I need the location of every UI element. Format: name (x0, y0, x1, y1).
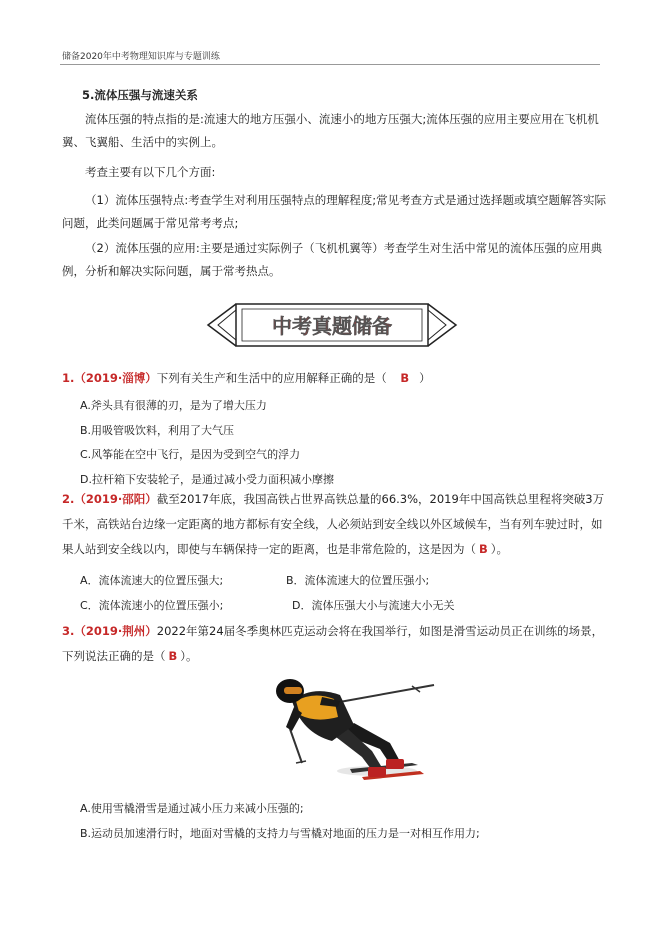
question-1-stem: 下列有关生产和生活中的应用解释正确的是（ (156, 371, 387, 385)
question-3 (62, 619, 610, 669)
question-2 (62, 487, 610, 562)
question-2-close: ）。 (490, 542, 509, 556)
question-1-answer: B (400, 371, 410, 385)
skier-illustration (262, 671, 442, 783)
header-rule (60, 64, 600, 65)
q2-option-c: C．流体流速小的位置压强小; (80, 599, 224, 612)
banner-text: 中考真题储备 (272, 314, 392, 338)
question-1-close: ） (419, 371, 431, 385)
intro-paragraph-3: （1）流体压强特点:考查学生对利用压强特点的理解程度;常见考查方式是通过选择题或填空题解答实际问题，此类问题属于常见常考考点; (62, 193, 607, 230)
question-3-source: 3.（2019·荆州） (62, 624, 157, 638)
q1-option-b: B.用吸管吸饮料，利用了大气压 (80, 424, 235, 437)
question-1 (62, 366, 610, 391)
question-2-source: 2.（2019·邵阳） (62, 492, 157, 506)
q1-option-d: D.拉杆箱下安装轮子，是通过减小受力面积减小摩擦 (80, 473, 334, 486)
q2-option-d: D．流体压强大小与流速大小无关 (292, 599, 455, 612)
question-3-close: ）。 (180, 649, 198, 663)
page-header: 储备2020年中考物理知识库与专题训练 (62, 52, 220, 62)
q1-option-c: C.风筝能在空中飞行，是因为受到空气的浮力 (80, 448, 301, 461)
q1-option-a: A.斧头具有很薄的刃，是为了增大压力 (80, 399, 267, 412)
intro-paragraph-1: 流体压强的特点指的是:流速大的地方压强小、流速小的地方压强大;流体压强的应用主要应用在飞机机翼、飞翼船、生活中的实例上。 (62, 112, 599, 149)
question-3-answer: B (168, 649, 178, 663)
q2-option-b: B．流体流速大的位置压强小; (286, 574, 430, 587)
q3-option-a: A.使用雪橇滑雪是通过减小压力来减小压强的; (80, 802, 304, 815)
intro-paragraph-4: （2）流体压强的应用:主要是通过实际例子（飞机机翼等）考查学生对生活中常见的流体压强的应用典例，分析和解决实际问题，属于常考热点。 (62, 241, 603, 278)
q2-option-a: A．流体流速大的位置压强大; (80, 574, 224, 587)
exam-banner (206, 296, 458, 354)
intro-block (62, 108, 610, 283)
section-title: 5.流体压强与流速关系 (82, 88, 198, 102)
intro-paragraph-2: 考查主要有以下几个方面: (85, 165, 216, 179)
question-3-stem: 2022年第24届冬季奥林匹克运动会将在我国举行，如图是滑雪运动员正在训练的场景，下列说法正确的是（ (62, 624, 604, 663)
question-1-source: 1.（2019·淄博） (62, 371, 157, 385)
question-2-answer: B (479, 542, 488, 556)
question-2-stem: 截至2017年底，我国高铁占世界高铁总量的66.3%，2019年中国高铁总里程将突破3万千米，高铁站台边缘一定距离的地方都标有安全线，人必须站到安全线以外区域候车，当有列车驶过时，如果人站到安全线以内，即使与车辆保持一定的距离，也是非常危险的，这是因为（ (62, 492, 605, 556)
q3-option-b: B.运动员加速滑行时，地面对雪橇的支持力与雪橇对地面的压力是一对相互作用力; (80, 827, 480, 840)
